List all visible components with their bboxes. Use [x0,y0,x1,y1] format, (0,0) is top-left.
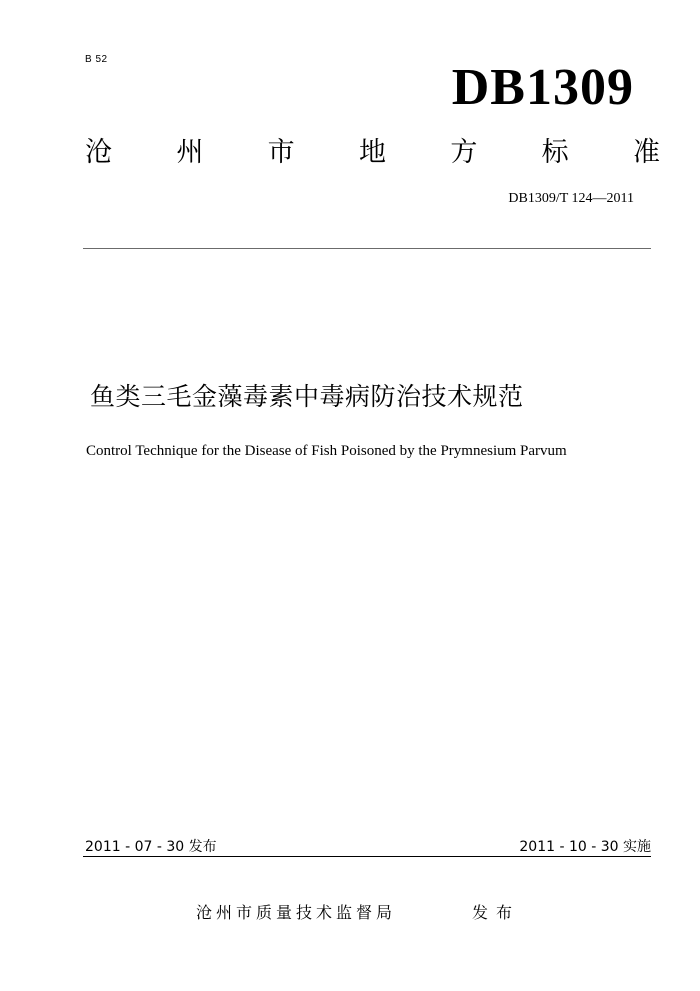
standard-type [85,137,660,169]
standard-number: DB1309/T 124—2011 [508,191,634,206]
standard-type-char: 准 [632,137,660,168]
header-divider [83,248,651,249]
standard-code: DB1309 [451,59,634,116]
footer-divider [83,856,651,857]
issue-date: 2011 - 07 - 30 发布 [85,839,217,855]
issue-label: 发布 [472,903,521,922]
document-title-chinese: 鱼类三毛金藻毒素中毒病防治技术规范 [90,382,524,411]
implementation-date: 2011 - 10 - 30 实施 [519,839,651,855]
standard-type-char: 方 [450,137,478,168]
standard-type-char: 地 [358,137,386,168]
standard-type-char: 州 [176,137,204,168]
standard-type-char: 标 [541,137,569,168]
classification-code: B 52 [85,54,108,65]
standard-type-char: 沧 [85,137,112,168]
issuing-authority: 沧州市质量技术监督局 [196,903,397,922]
document-title-english: Control Technique for the Disease of Fish Poisoned by the Prymnesium Parvum [86,443,567,459]
standard-type-char: 市 [267,137,295,168]
